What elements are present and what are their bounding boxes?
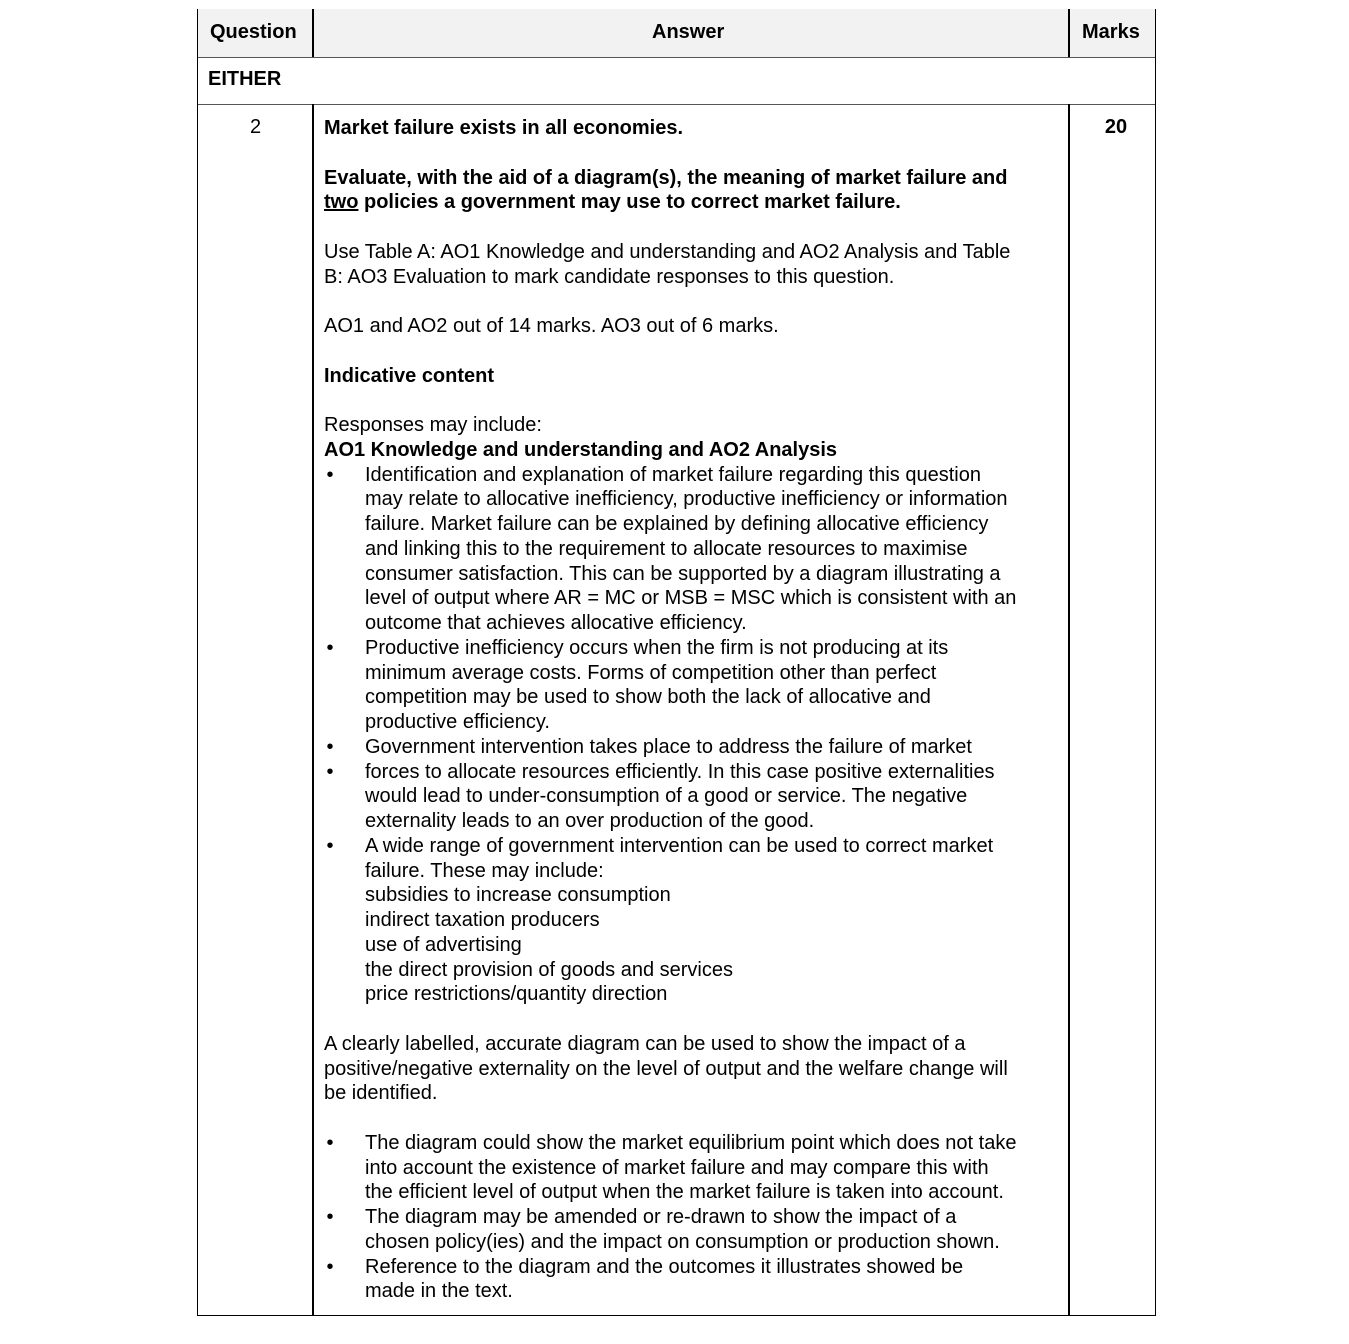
answer-line	[324, 487, 1064, 512]
question-number: 2	[249, 116, 262, 138]
line-text: the direct provision of goods and services	[365, 958, 733, 981]
column-divider	[312, 9, 314, 57]
line-text: outcome that achieves allocative efficiency.	[365, 612, 747, 634]
answer-line	[324, 859, 1064, 884]
answer-line	[324, 661, 1064, 686]
blank-line	[324, 388, 1064, 413]
answer-line	[324, 116, 1064, 141]
line-text: the efficient level of output when the market failure is taken into account.	[365, 1181, 1004, 1204]
answer-line	[324, 958, 1064, 983]
answer-line	[324, 982, 1064, 1007]
line-text: Identification and explanation of market failure regarding this question	[365, 463, 981, 486]
line-text: B: AO3 Evaluation to mark candidate responses to this question.	[324, 265, 895, 288]
line-text: made in the text.	[365, 1280, 513, 1303]
line-text: The diagram could show the market equilibrium point which does not take	[365, 1131, 1017, 1154]
text-segment: policies a government may use to correct market failure.	[358, 191, 901, 214]
line-text: competition may be used to show both the lack of allocative and	[365, 686, 931, 709]
line-text: A clearly labelled, accurate diagram can be used to show the impact of a	[324, 1032, 966, 1055]
header-question: Question	[210, 21, 297, 43]
line-text: productive efficiency.	[365, 711, 550, 733]
line-text: and linking this to the requirement to allocate resources to maximise	[365, 537, 968, 560]
answer-line	[324, 586, 1064, 611]
blank-line	[324, 339, 1064, 364]
line-text: Indicative content	[324, 364, 495, 387]
line-text: AO1 and AO2 out of 14 marks. AO3 out of 6 marks.	[324, 315, 779, 337]
bullet-item-line	[324, 760, 1064, 785]
answer-line	[324, 265, 1064, 290]
line-text: forces to allocate resources efficiently. In this case positive externalities	[365, 760, 995, 783]
bullet-icon: •	[326, 1206, 334, 1228]
line-text: be identified.	[324, 1082, 438, 1105]
line-text: Reference to the diagram and the outcomes it illustrates showed be	[365, 1255, 964, 1278]
answer-line	[324, 190, 1064, 215]
line-text: Use Table A: AO1 Knowledge and understanding and AO2 Analysis and Table	[324, 240, 1011, 263]
bullet-icon: •	[326, 636, 334, 659]
line-text: price restrictions/quantity direction	[365, 983, 668, 1006]
answer-line	[324, 166, 1064, 191]
bullet-item-line	[324, 834, 1064, 859]
answer-line	[324, 908, 1064, 933]
bullet-icon: •	[326, 463, 334, 486]
answer-line	[324, 611, 1064, 636]
line-text: into account the existence of market failure and may compare this with	[365, 1156, 989, 1179]
line-text: may relate to allocative inefficiency, productive inefficiency or information	[365, 488, 1008, 511]
line-text: failure. These may include:	[365, 859, 604, 882]
answer-line	[324, 784, 1064, 809]
marks-value: 20	[1104, 116, 1128, 138]
line-text: Evaluate, with the aid of a diagram(s), the meaning of market failure and	[324, 166, 1008, 189]
line-text: use of advertising	[365, 933, 522, 956]
answer-line	[324, 413, 1064, 438]
answer-line	[324, 1057, 1064, 1082]
line-text: Productive inefficiency occurs when the firm is not producing at its	[365, 636, 949, 659]
answer-line	[324, 438, 1064, 463]
answer-line	[324, 314, 1064, 339]
line-text: chosen policy(ies) and the impact on consumption or production shown.	[365, 1230, 1000, 1253]
line-text: The diagram may be amended or re-drawn to show the impact of a	[365, 1206, 957, 1228]
header-marks: Marks	[1082, 21, 1140, 43]
bullet-item-line	[324, 1205, 1064, 1230]
answer-line	[324, 364, 1064, 389]
line-text: Government intervention takes place to address the failure of market	[365, 735, 972, 758]
mark-scheme-table	[197, 9, 1156, 1316]
column-divider	[312, 104, 314, 1315]
line-text: level of output where AR = MC or MSB = MSC which is consistent with an	[365, 587, 1017, 610]
bullet-icon: •	[326, 1131, 334, 1154]
answer-line	[324, 883, 1064, 908]
answer-line	[324, 1180, 1064, 1205]
line-text: consumer satisfaction. This can be supported by a diagram illustrating a	[365, 562, 1001, 585]
line-text: indirect taxation producers	[365, 909, 600, 931]
bullet-icon: •	[326, 760, 334, 783]
line-text: AO1 Knowledge and understanding and AO2 Analysis	[324, 438, 838, 461]
bullet-icon: •	[326, 1255, 334, 1278]
header-answer: Answer	[652, 21, 725, 43]
answer-line	[324, 537, 1064, 562]
underlined-text: two	[324, 191, 359, 214]
answer-line	[324, 512, 1064, 537]
answer-line	[324, 710, 1064, 735]
column-divider	[1068, 9, 1070, 57]
either-row	[198, 57, 1155, 105]
bullet-item-line	[324, 735, 1064, 760]
bullet-item-line	[324, 1131, 1064, 1156]
answer-line	[324, 685, 1064, 710]
answer-line	[324, 1081, 1064, 1106]
answer-line	[324, 562, 1064, 587]
answer-line	[324, 240, 1064, 265]
answer-line	[324, 1279, 1064, 1304]
line-text: subsidies to increase consumption	[365, 884, 671, 907]
line-text: minimum average costs. Forms of competition other than perfect	[365, 661, 937, 684]
line-text: Responses may include:	[324, 414, 542, 436]
answer-content	[324, 116, 1064, 1304]
bullet-item-line	[324, 463, 1064, 488]
table-header-row	[198, 9, 1155, 58]
bullet-icon: •	[326, 834, 334, 857]
blank-line	[324, 1106, 1064, 1131]
blank-line	[324, 289, 1064, 314]
answer-line	[324, 809, 1064, 834]
answer-line	[324, 933, 1064, 958]
line-text: would lead to under-consumption of a good or service. The negative	[365, 785, 968, 808]
bullet-item-line	[324, 636, 1064, 661]
bullet-icon: •	[326, 735, 334, 758]
line-text: positive/negative externality on the level of output and the welfare change will	[324, 1057, 1008, 1080]
answer-line	[324, 1230, 1064, 1255]
blank-line	[324, 1007, 1064, 1032]
answer-line	[324, 1156, 1064, 1181]
column-divider	[1068, 104, 1070, 1315]
line-text: failure. Market failure can be explained by defining allocative efficiency	[365, 513, 989, 535]
answer-line	[324, 1032, 1064, 1057]
blank-line	[324, 215, 1064, 240]
line-text: Market failure exists in all economies.	[324, 117, 684, 139]
bullet-item-line	[324, 1255, 1064, 1280]
line-text: externality leads to an over production of the good.	[365, 810, 815, 832]
blank-line	[324, 141, 1064, 166]
line-text: A wide range of government intervention can be used to correct market	[365, 834, 994, 857]
section-label: EITHER	[208, 68, 282, 90]
